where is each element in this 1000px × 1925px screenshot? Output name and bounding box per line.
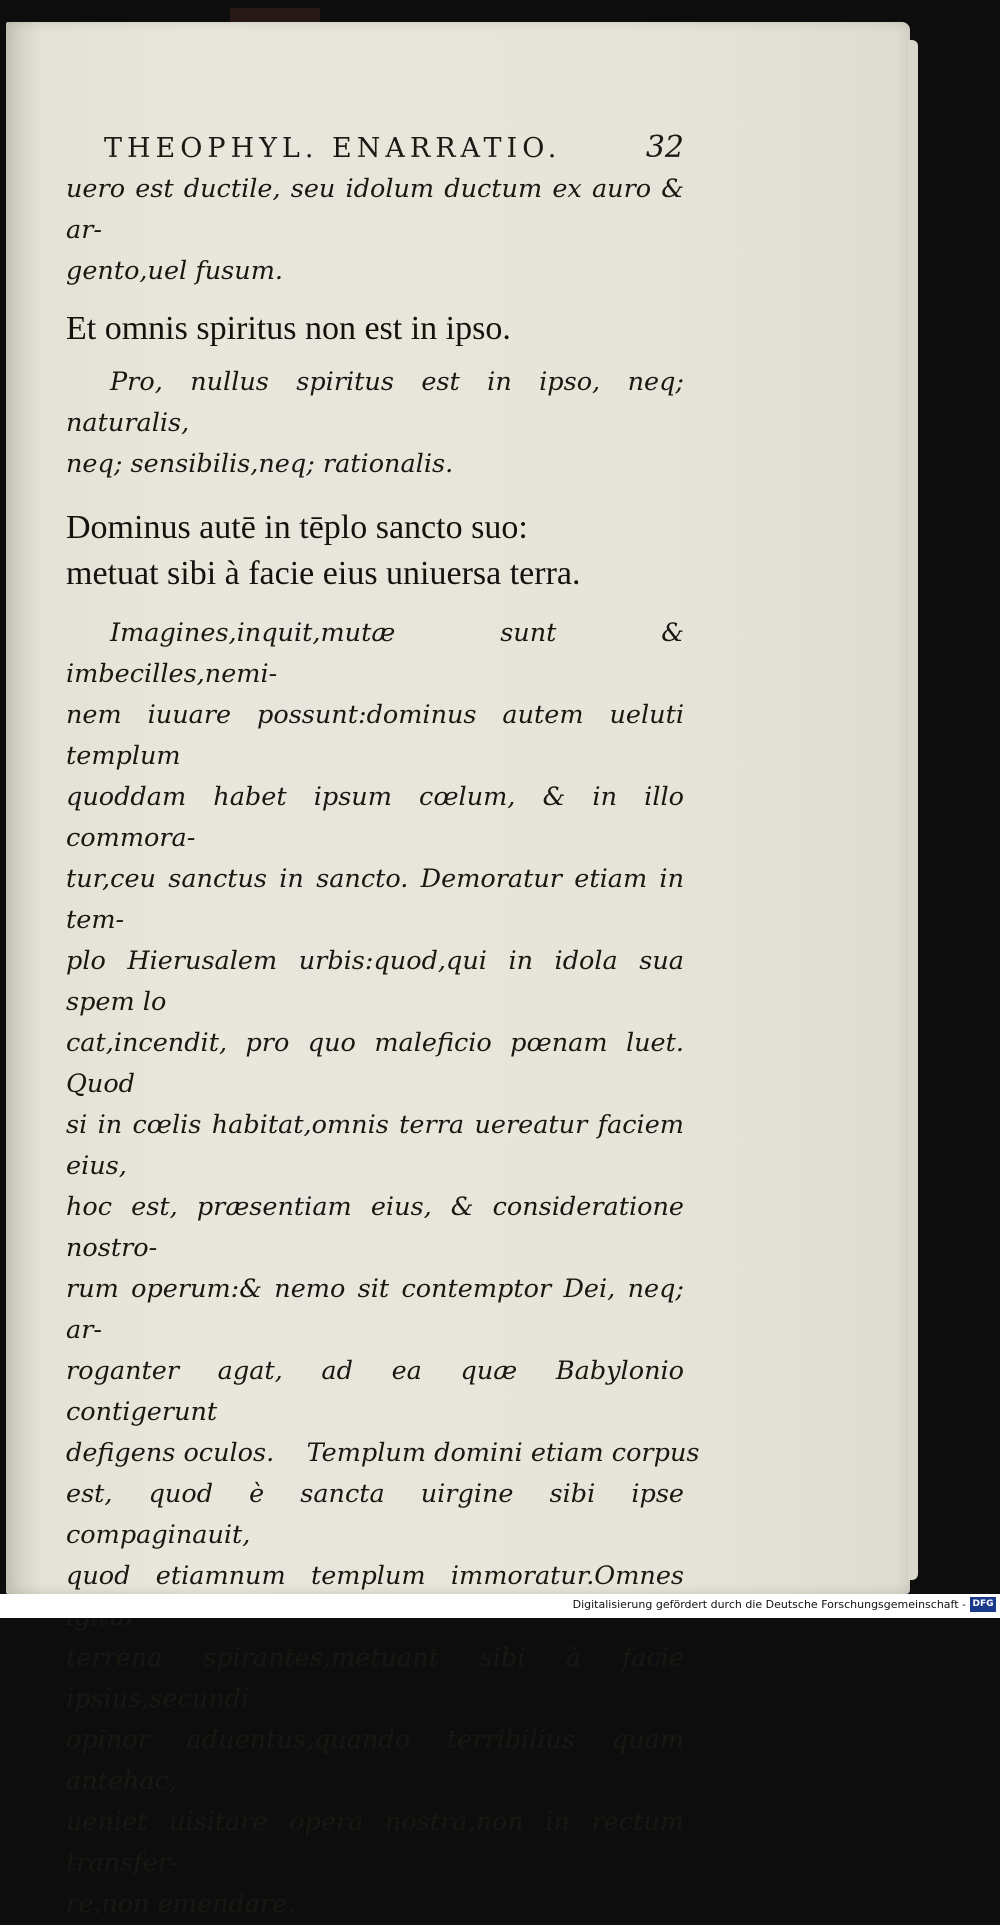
dfg-logo-icon: DFG — [970, 1597, 996, 1612]
commentary-1-line-1: Pro, nullus spiritus est in ipso, neq; naturalis, — [66, 367, 684, 438]
commentary-2-line-15: opinor aduentus,quando terribilius quam antehac, — [66, 1725, 684, 1796]
commentary-2-line-8: hoc est, præsentiam eius, & consideratione nostro- — [66, 1192, 684, 1263]
commentary-2-line-7: si in cœlis habitat,omnis terra uereatur faciem eius, — [66, 1110, 684, 1181]
commentary-2-line-12: est, quod è sancta uirgine sibi ipse compaginauit, — [66, 1479, 684, 1550]
commentary-2-line-9: rum operum:& nemo sit contemptor Dei, neq; ar- — [66, 1274, 684, 1345]
lemma-2 — [66, 505, 684, 597]
running-head-title: THEOPHYL. ENARRATIO. — [104, 133, 562, 164]
commentary-2-line-2: nem iuuare possunt:dominus autem ueluti templum — [66, 700, 684, 771]
commentary-2-line-14: terrena spirantes,metuant sibi à facie ipsius,secundi — [66, 1643, 684, 1714]
footer-bar — [0, 1594, 1000, 1618]
commentary-2-line-6: cat,incendit, pro quo maleficio pœnam luet. Quod — [66, 1028, 684, 1099]
page-number: 32 — [645, 130, 684, 165]
lemma-2-line-2: metuat sibi à facie eius uniuersa terra. — [66, 555, 581, 592]
commentary-1-line-2: neq; sensibilis,neq; rationalis. — [66, 449, 454, 479]
running-head — [104, 130, 684, 165]
funding-credit: Digitalisierung gefördert durch die Deutsche Forschungsgemeinschaft - — [572, 1598, 966, 1611]
commentary-2-line-1: Imagines,inquit,mutæ sunt & imbecilles,nemi- — [66, 618, 684, 689]
commentary-2-line-13: quod etiamnum templum immoratur.Omnes — [66, 1561, 684, 1591]
lemma-1: Et omnis spiritus non est in ipso. — [66, 310, 511, 347]
commentary-2-line-17: re,non emendare. — [66, 1889, 296, 1919]
commentary-2-line-11: defigens oculos. Templum domini etiam corpus — [66, 1438, 700, 1468]
commentary-2-line-5: plo Hierusalem urbis:quod,qui in idola sua spem lo — [66, 946, 684, 1017]
opening-line-1: uero est ductile, seu idolum ductum ex auro & ar- — [66, 174, 684, 245]
opening-line-2: gento,uel fusum. — [66, 256, 283, 286]
page-text — [66, 130, 700, 1925]
commentary-2-line-4: tur,ceu sanctus in sancto. Demoratur etiam in tem- — [66, 864, 684, 935]
binding-edge — [230, 8, 320, 22]
commentary-2-line-16: ueniet uisitare opera nostra,non in rectum transfer- — [66, 1807, 684, 1878]
commentary-2-line-10: roganter agat, ad ea quæ Babylonio contigerunt — [66, 1356, 684, 1427]
commentary-2-line-3: quoddam habet ipsum cœlum, & in illo commora- — [66, 782, 684, 853]
lemma-2-line-1: Dominus autē in tēplo sancto suo: — [66, 509, 528, 546]
